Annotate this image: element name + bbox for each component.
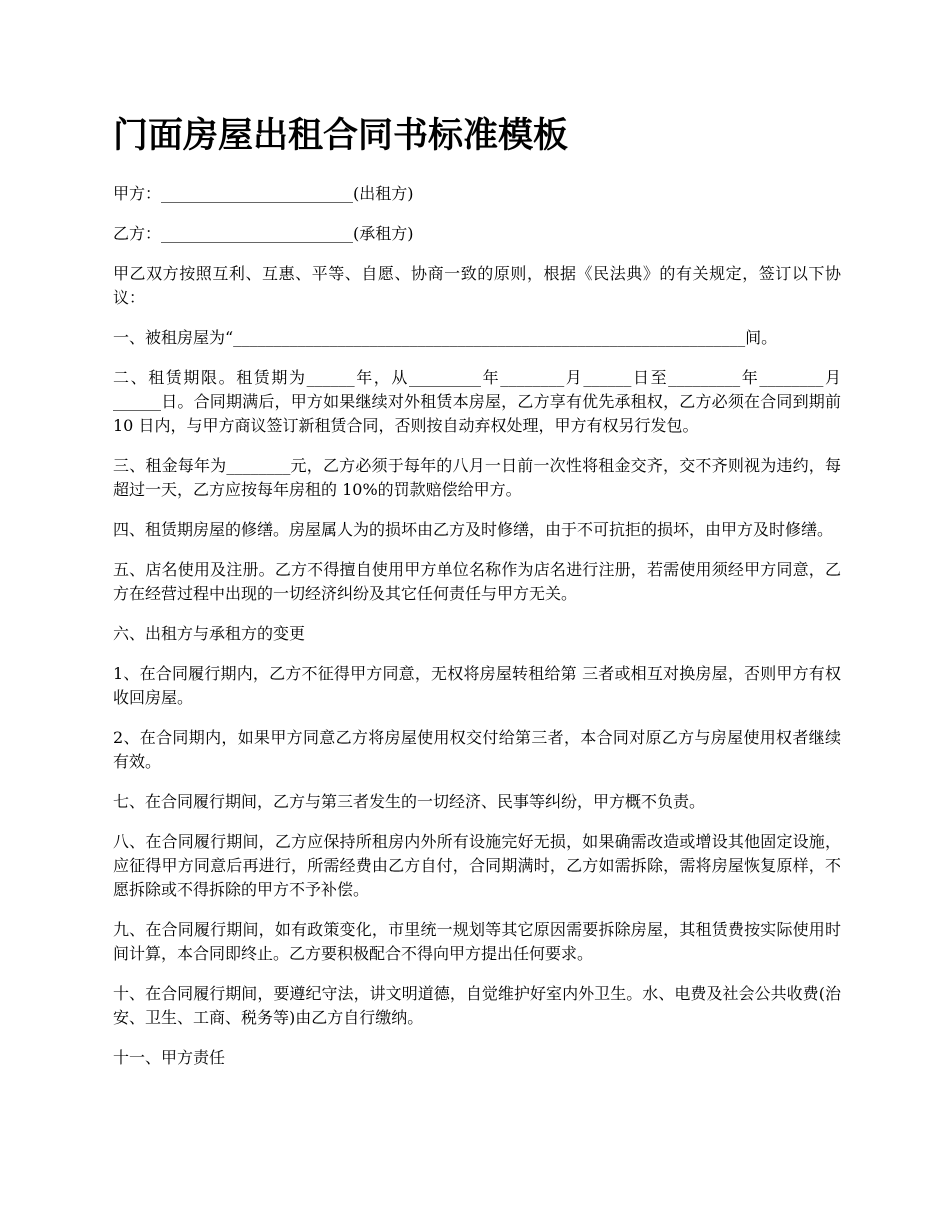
document-page — [113, 112, 841, 1086]
clause-5-store-name: 五、店名使用及注册。乙方不得擅自使用甲方单位名称作为店名进行注册，若需使用须经甲方同意，乙方在经营过程中出现的一切经济纠纷及其它任何责任与甲方无关。 — [113, 560, 841, 603]
clause-6-item-2: 2、在合同期内，如果甲方同意乙方将房屋使用权交付给第三者，本合同对原乙方与房屋使用权者继续有效。 — [113, 728, 841, 771]
party-a-line: 甲方：________________________(出租方) — [113, 184, 414, 203]
clause-7-disputes: 七、在合同履行期间，乙方与第三者发生的一切经济、民事等纠纷，甲方概不负责。 — [113, 792, 706, 811]
clause-8-facilities: 八、在合同履行期间，乙方应保持所租房内外所有设施完好无损，如果确需改造或增设其他固定设施，应征得甲方同意后再进行，所需经费由乙方自付，合同期满时，乙方如需拆除，需将房屋恢复原样，不愿拆除或不得拆除的甲方不予补偿。 — [113, 832, 841, 899]
party-b-line: 乙方：________________________(承租方) — [113, 224, 414, 243]
preamble-paragraph: 甲乙双方按照互利、互惠、平等、自愿、协商一致的原则，根据《民法典》的有关规定，签订以下协议： — [113, 264, 841, 307]
clause-9-demolition: 九、在合同履行期间，如有政策变化，市里统一规划等其它原因需要拆除房屋，其租赁费按实际使用时间计算，本合同即终止。乙方要积极配合不得向甲方提出任何要求。 — [113, 920, 841, 963]
clause-6-heading: 六、出租方与承租方的变更 — [113, 624, 306, 643]
clause-10-conduct: 十、在合同履行期间，要遵纪守法，讲文明道德，自觉维护好室内外卫生。水、电费及社会公共收费(治安、卫生、工商、税务等)由乙方自行缴纳。 — [113, 984, 841, 1027]
document-title: 门面房屋出租合同书标准模板 — [113, 116, 569, 156]
clause-11-heading: 十一、甲方责任 — [113, 1048, 226, 1067]
clause-1-premises: 一、被租房屋为“________________________________________________________________间。 — [113, 328, 778, 347]
clause-4-repairs: 四、租赁期房屋的修缮。房屋属人为的损坏由乙方及时修缮，由于不可抗拒的损坏，由甲方及时修缮。 — [113, 520, 834, 539]
clause-6-item-1: 1、在合同履行期内，乙方不征得甲方同意，无权将房屋转租给第 三者或相互对换房屋，否则甲方有权收回房屋。 — [113, 664, 841, 707]
clause-2-lease-term: 二、租赁期限。租赁期为______年，从_________年________月______日至_________年________月______日。合同期满后，甲方如果继续对外租赁本房屋，乙方享有优先承租权，乙方必须在合同到期前 10 日内，与甲方商议签订新租赁合同，否则按自动弃权处理，甲方有权另行发包。 — [113, 368, 841, 435]
clause-3-rent: 三、租金每年为________元，乙方必须于每年的八月一日前一次性将租金交齐，交不齐则视为违约，每超过一天，乙方应按每年房租的 10%的罚款赔偿给甲方。 — [113, 456, 841, 499]
